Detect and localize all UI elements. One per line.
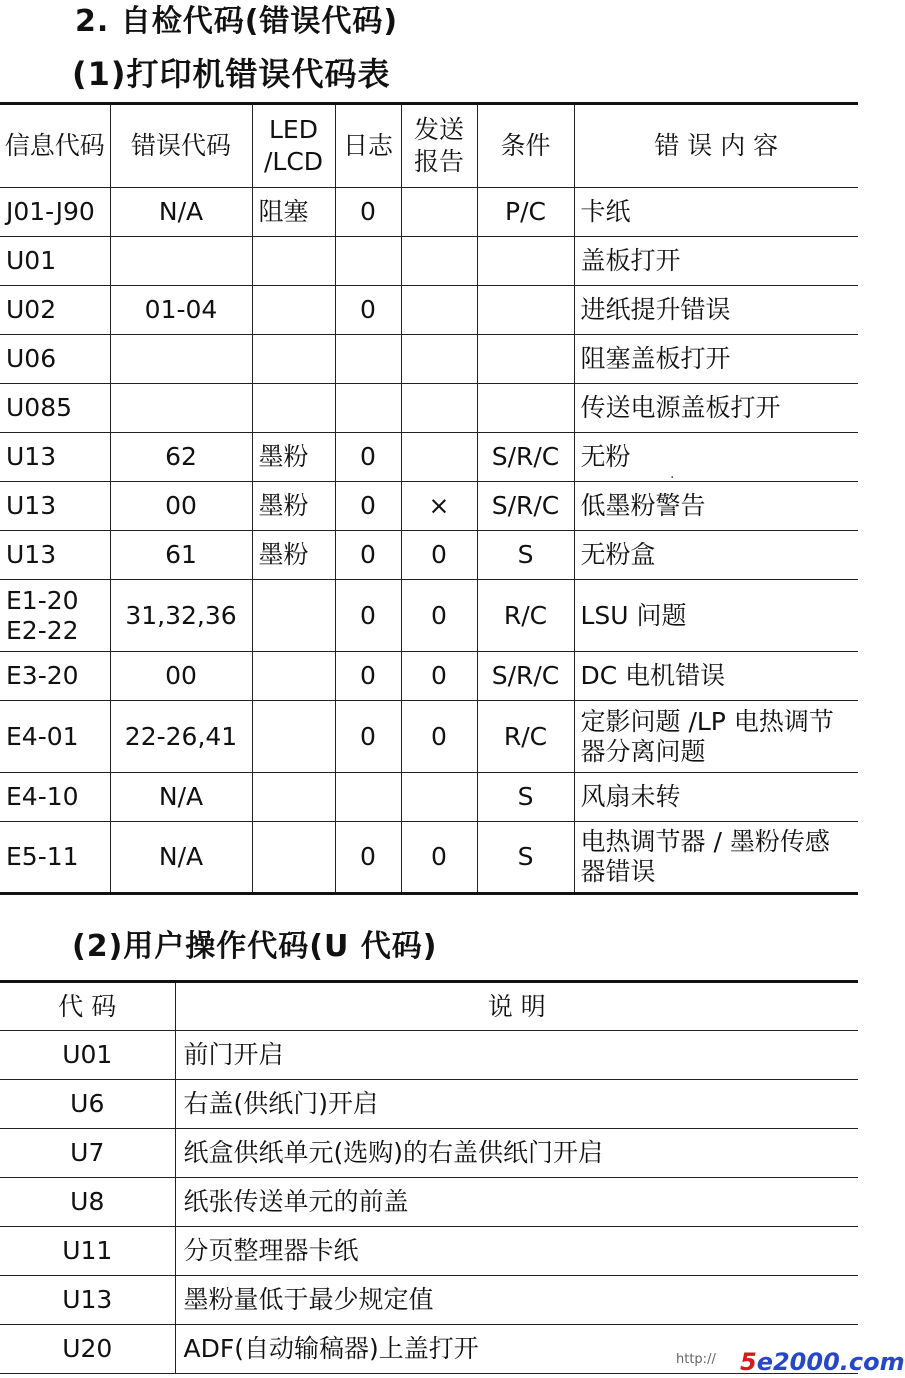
- cell-log: 0: [335, 580, 401, 652]
- cell-send-report: 0: [401, 531, 477, 580]
- table-row: [0, 237, 858, 286]
- cell-error-code: [110, 335, 252, 384]
- cell-error-content: 传送电源盖板打开: [574, 384, 858, 433]
- cell-condition: S/R/C: [477, 433, 574, 482]
- table-row: [0, 384, 858, 433]
- cell-condition: S/R/C: [477, 652, 574, 701]
- cell-condition: [477, 384, 574, 433]
- cell-error-content: LSU 问题: [574, 580, 858, 652]
- cell-error-code: 01-04: [110, 286, 252, 335]
- cell-error-content: 风扇未转: [574, 773, 858, 822]
- watermark-logo: [740, 1348, 905, 1376]
- cell-led-lcd: [252, 237, 335, 286]
- printer-error-code-table: [0, 102, 858, 895]
- cell-log: 0: [335, 482, 401, 531]
- cell-log: 0: [335, 433, 401, 482]
- cell-condition: S/R/C: [477, 482, 574, 531]
- cell-info-code: U13: [0, 482, 110, 531]
- cell-error-content: 卡纸: [574, 188, 858, 237]
- cell-log: [335, 335, 401, 384]
- cell-description: ADF(自动输稿器)上盖打开: [175, 1325, 858, 1374]
- cell-send-report: [401, 188, 477, 237]
- col-header-error-content: 错 误 内 容: [574, 104, 858, 188]
- cell-led-lcd: [252, 822, 335, 894]
- cell-info-code: E4-10: [0, 773, 110, 822]
- table-row: [0, 188, 858, 237]
- table-row: [0, 531, 858, 580]
- cell-send-report: [401, 286, 477, 335]
- cell-description: 纸张传送单元的前盖: [175, 1178, 858, 1227]
- cell-led-lcd: 阻塞: [252, 188, 335, 237]
- cell-error-content: DC 电机错误: [574, 652, 858, 701]
- cell-error-content: 无粉: [574, 433, 858, 482]
- cell-condition: [477, 237, 574, 286]
- table-row: [0, 652, 858, 701]
- cell-error-content: 定影问题 /LP 电热调节器分离问题: [574, 701, 858, 773]
- table-row: [0, 822, 858, 894]
- cell-error-code: 62: [110, 433, 252, 482]
- cell-error-content: 阻塞盖板打开: [574, 335, 858, 384]
- cell-log: [335, 384, 401, 433]
- cell-error-content: 低墨粉警告: [574, 482, 858, 531]
- cell-led-lcd: [252, 286, 335, 335]
- table-row: [0, 335, 858, 384]
- cell-condition: R/C: [477, 580, 574, 652]
- table-row: [0, 482, 858, 531]
- cell-log: 0: [335, 701, 401, 773]
- cell-code: U11: [0, 1227, 175, 1276]
- cell-info-code: U13: [0, 433, 110, 482]
- cell-error-code: 22-26,41: [110, 701, 252, 773]
- table2-header-row: [0, 982, 858, 1031]
- table-row: [0, 1080, 858, 1129]
- cell-condition: S: [477, 531, 574, 580]
- cell-error-code: [110, 237, 252, 286]
- cell-condition: S: [477, 822, 574, 894]
- stray-mark: ·: [670, 470, 675, 486]
- cell-led-lcd: [252, 652, 335, 701]
- cell-led-lcd: [252, 773, 335, 822]
- cell-code: U8: [0, 1178, 175, 1227]
- table-row: [0, 1325, 858, 1374]
- cell-send-report: ×: [401, 482, 477, 531]
- cell-send-report: [401, 773, 477, 822]
- cell-code: U7: [0, 1129, 175, 1178]
- table-row: [0, 773, 858, 822]
- watermark-url: http://: [676, 1352, 716, 1367]
- cell-info-code: U085: [0, 384, 110, 433]
- cell-error-content: 进纸提升错误: [574, 286, 858, 335]
- cell-condition: [477, 286, 574, 335]
- cell-description: 右盖(供纸门)开启: [175, 1080, 858, 1129]
- col-header-led-lcd: LED /LCD: [252, 104, 335, 188]
- table-row: [0, 1276, 858, 1325]
- cell-error-code: 00: [110, 652, 252, 701]
- cell-code: U20: [0, 1325, 175, 1374]
- cell-description: 前门开启: [175, 1031, 858, 1080]
- col-header-info-code: 信息代码: [0, 104, 110, 188]
- cell-log: 0: [335, 531, 401, 580]
- cell-error-code: N/A: [110, 822, 252, 894]
- table1-heading: (1)打印机错误代码表: [72, 55, 391, 93]
- col-header-condition: 条件: [477, 104, 574, 188]
- cell-send-report: [401, 237, 477, 286]
- cell-send-report: [401, 384, 477, 433]
- cell-send-report: [401, 335, 477, 384]
- col-header-code: 代 码: [0, 982, 175, 1031]
- cell-description: 分页整理器卡纸: [175, 1227, 858, 1276]
- cell-error-code: N/A: [110, 773, 252, 822]
- col-header-log: 日志: [335, 104, 401, 188]
- cell-led-lcd: 墨粉: [252, 531, 335, 580]
- table-row: [0, 1227, 858, 1276]
- col-header-description: 说 明: [175, 982, 858, 1031]
- cell-info-code: U06: [0, 335, 110, 384]
- cell-error-code: N/A: [110, 188, 252, 237]
- cell-led-lcd: [252, 701, 335, 773]
- table2-heading: (2)用户操作代码(U 代码): [72, 929, 438, 964]
- cell-info-code: U01: [0, 237, 110, 286]
- cell-log: [335, 237, 401, 286]
- cell-error-content: 电热调节器 / 墨粉传感器错误: [574, 822, 858, 894]
- table-row: [0, 580, 858, 652]
- table1-header-row: [0, 104, 858, 188]
- cell-led-lcd: [252, 580, 335, 652]
- cell-info-code: E1-20 E2-22: [0, 580, 110, 652]
- table-row: [0, 1031, 858, 1080]
- table-row: [0, 433, 858, 482]
- cell-error-content: 盖板打开: [574, 237, 858, 286]
- cell-error-content: 无粉盒: [574, 531, 858, 580]
- cell-code: U13: [0, 1276, 175, 1325]
- cell-error-code: [110, 384, 252, 433]
- cell-log: 0: [335, 188, 401, 237]
- cell-description: 墨粉量低于最少规定值: [175, 1276, 858, 1325]
- cell-led-lcd: 墨粉: [252, 482, 335, 531]
- watermark-logo-part-a: 5: [740, 1348, 757, 1376]
- cell-condition: P/C: [477, 188, 574, 237]
- cell-info-code: E5-11: [0, 822, 110, 894]
- watermark-logo-part-b: e2000.com: [756, 1348, 905, 1376]
- cell-error-code: 31,32,36: [110, 580, 252, 652]
- col-header-error-code: 错误代码: [110, 104, 252, 188]
- cell-log: 0: [335, 652, 401, 701]
- cell-code: U6: [0, 1080, 175, 1129]
- col-header-send-report: 发送报告: [401, 104, 477, 188]
- table-row: [0, 286, 858, 335]
- cell-log: [335, 773, 401, 822]
- cell-condition: S: [477, 773, 574, 822]
- cell-error-code: 00: [110, 482, 252, 531]
- cell-log: 0: [335, 822, 401, 894]
- cell-description: 纸盒供纸单元(选购)的右盖供纸门开启: [175, 1129, 858, 1178]
- cell-code: U01: [0, 1031, 175, 1080]
- cell-send-report: [401, 433, 477, 482]
- cell-error-code: 61: [110, 531, 252, 580]
- cell-info-code: E4-01: [0, 701, 110, 773]
- user-operation-code-table: [0, 980, 858, 1374]
- cell-condition: [477, 335, 574, 384]
- cell-info-code: E3-20: [0, 652, 110, 701]
- cell-led-lcd: 墨粉: [252, 433, 335, 482]
- cell-info-code: J01-J90: [0, 188, 110, 237]
- cell-log: 0: [335, 286, 401, 335]
- cell-send-report: 0: [401, 822, 477, 894]
- cell-condition: R/C: [477, 701, 574, 773]
- section-heading: 2. 自检代码(错误代码): [75, 4, 399, 39]
- table-row: [0, 1129, 858, 1178]
- cell-info-code: U13: [0, 531, 110, 580]
- table-row: [0, 701, 858, 773]
- cell-led-lcd: [252, 335, 335, 384]
- cell-send-report: 0: [401, 652, 477, 701]
- cell-info-code: U02: [0, 286, 110, 335]
- cell-send-report: 0: [401, 701, 477, 773]
- table-row: [0, 1178, 858, 1227]
- cell-led-lcd: [252, 384, 335, 433]
- cell-send-report: 0: [401, 580, 477, 652]
